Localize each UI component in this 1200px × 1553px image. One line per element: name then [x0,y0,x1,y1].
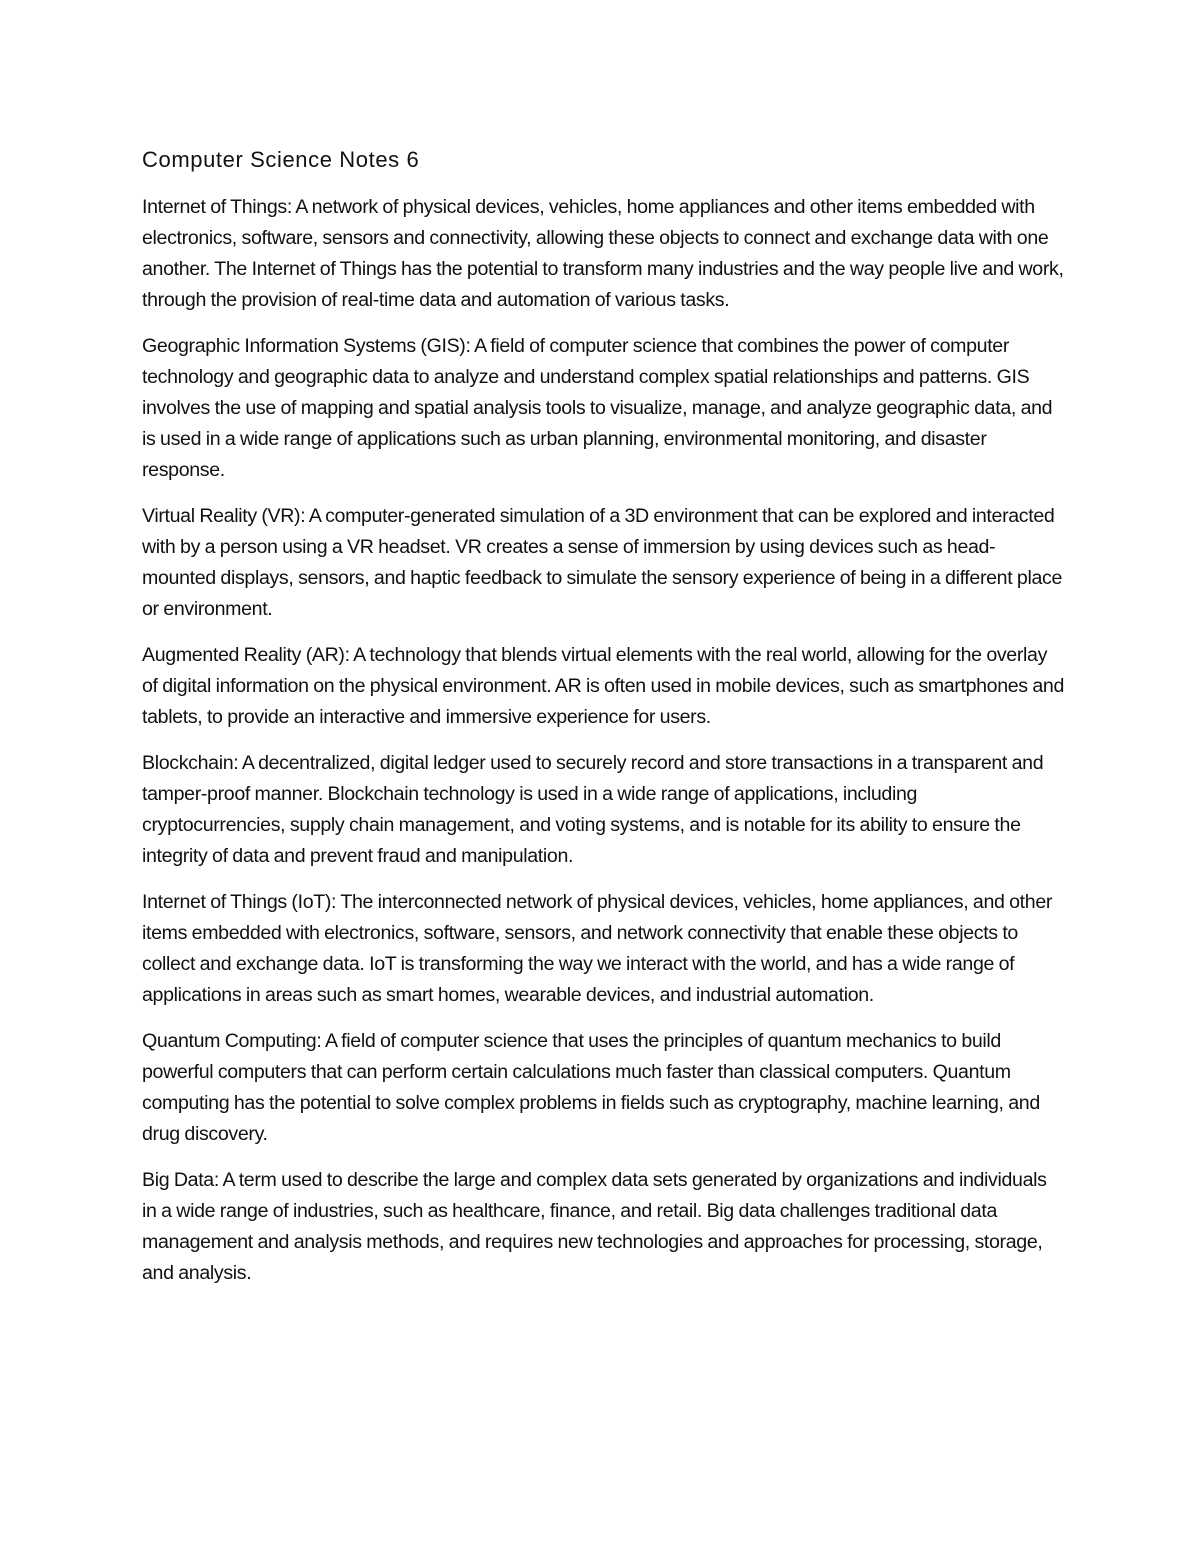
paragraph-internet-of-things: Internet of Things: A network of physical devices, vehicles, home appliances and other items embedded with electronics, software, sensors and connectivity, allowing these objects to connect and exchange data with one another. The Internet of Things has the potential to transform many industries and the way people live and work, through the provision of real-time data and automation of various tasks. [142,196,1064,311]
document-body [142,140,1064,1304]
paragraph-blockchain: Blockchain: A decentralized, digital ledger used to securely record and store transactions in a transparent and tamper-proof manner. Blockchain technology is used in a wide range of applications, including cryptocurrencies, supply chain management, and voting systems, and is notable for its ability to ensure the integrity of data and prevent fraud and manipulation. [142,752,1044,867]
paragraph-quantum-computing: Quantum Computing: A field of computer science that uses the principles of quantum mechanics to build powerful computers that can perform certain calculations much faster than classical computers. Quantum computing has the potential to solve complex problems in fields such as cryptography, machine learning, and drug discovery. [142,1030,1040,1145]
paragraph-iot: Internet of Things (IoT): The interconnected network of physical devices, vehicles, home appliances, and other items embedded with electronics, software, sensors, and network connectivity that enable these objects to collect and exchange data. IoT is transforming the way we interact with the world, and has a wide range of applications in areas such as smart homes, wearable devices, and industrial automation. [142,891,1053,1006]
paragraph-augmented-reality: Augmented Reality (AR): A technology that blends virtual elements with the real world, allowing for the overlay of digital information on the physical environment. AR is often used in mobile devices, such as smartphones and tablets, to provide an interactive and immersive experience for users. [142,644,1064,728]
paragraph-gis: Geographic Information Systems (GIS): A field of computer science that combines the power of computer technology and geographic data to analyze and understand complex spatial relationships and patterns. GIS involves the use of mapping and spatial analysis tools to visualize, manage, and analyze geographic data, and is used in a wide range of applications such as urban planning, environmental monitoring, and disaster response. [142,335,1053,481]
paragraph-big-data: Big Data: A term used to describe the large and complex data sets generated by organizations and individuals in a wide range of industries, such as healthcare, finance, and retail. Big data challenges traditional data management and analysis methods, and requires new technologies and approaches for processing, storage, and analysis. [142,1169,1047,1284]
paragraph-virtual-reality: Virtual Reality (VR): A computer-generated simulation of a 3D environment that can be explored and interacted with by a person using a VR headset. VR creates a sense of immersion by using devices such as head-mounted displays, sensors, and haptic feedback to simulate the sensory experience of being in a different place or environment. [142,505,1062,620]
document-title: Computer Science Notes 6 [142,147,420,172]
